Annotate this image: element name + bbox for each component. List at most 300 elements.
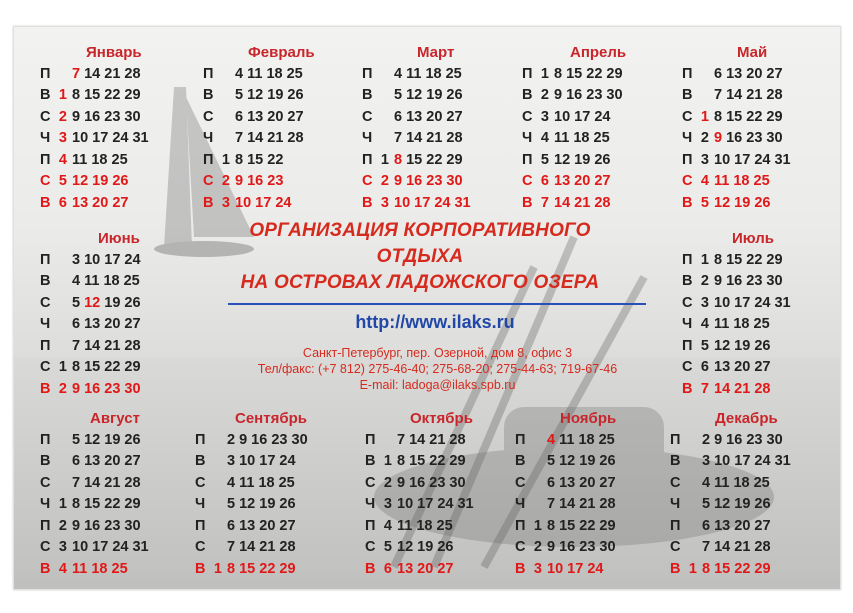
weekday-label: С: [195, 539, 206, 555]
weekday-label: П: [203, 65, 214, 82]
week-row: [682, 171, 791, 193]
weekday-label: П: [365, 517, 376, 534]
dates-text: 6 13 20 27: [72, 453, 141, 469]
week-row: [40, 150, 149, 172]
week-row: [40, 537, 149, 559]
weekday-label: С: [682, 359, 693, 375]
weekday-label: В: [515, 560, 526, 577]
weekday-label: С: [40, 359, 51, 375]
dates-text: 8: [394, 151, 403, 168]
week-row: [195, 473, 308, 495]
dates-text: 11 18 25: [554, 130, 610, 146]
week-row: [682, 314, 791, 336]
weekday-label: В: [682, 87, 693, 103]
weekday-label: С: [522, 108, 533, 125]
weekday-label: П: [682, 251, 693, 268]
week-row: [682, 250, 791, 272]
week-row: [195, 494, 308, 516]
week-row: [40, 171, 149, 193]
first-date: 2: [383, 474, 392, 491]
week-row: [40, 271, 141, 293]
website-link[interactable]: http://www.ilaks.ru: [355, 312, 515, 332]
dates-text: 8 15 22 29: [714, 251, 783, 268]
month-name: Сентябрь: [235, 410, 307, 427]
week-row: [682, 107, 791, 129]
week-row: [40, 193, 149, 215]
dates-text: 15 22 29: [402, 151, 463, 168]
week-row: [40, 107, 149, 129]
first-date: 3: [700, 294, 709, 311]
month-block: [522, 42, 626, 214]
week-row: [362, 193, 471, 215]
month-block: [515, 408, 616, 580]
weekday-label: П: [515, 517, 526, 534]
weekday-label: Ч: [682, 130, 693, 146]
week-row: [522, 171, 626, 193]
dates-text: 10 17 24: [235, 194, 292, 211]
month-block: [203, 42, 315, 214]
month-block: [362, 42, 471, 214]
weekday-label: Ч: [40, 496, 51, 512]
weekday-label: С: [40, 108, 51, 125]
title-divider: [228, 303, 646, 305]
week-row: [515, 494, 616, 516]
first-date: 2: [58, 380, 67, 397]
dates-text: 6 13 20 27: [394, 108, 463, 125]
month-name: Ноябрь: [560, 410, 617, 427]
week-row: [682, 293, 791, 315]
week-row: [670, 516, 791, 538]
dates-text: 9 16 23 30: [397, 474, 466, 491]
weekday-label: С: [40, 539, 51, 555]
dates-text: 12 19 26: [397, 539, 454, 555]
week-row: [362, 107, 471, 129]
dates-text: 14 21 28: [80, 65, 141, 82]
week-row: [522, 107, 626, 129]
weekday-label: В: [40, 560, 51, 577]
first-date: 2: [380, 173, 389, 189]
weekday-label: В: [40, 194, 51, 211]
week-row: [682, 271, 791, 293]
weekday-label: П: [682, 337, 693, 354]
dates-text: 9 16 23 30: [72, 517, 141, 534]
weekday-label: П: [365, 431, 376, 448]
weekday-label: Ч: [40, 316, 51, 332]
dates-text: 12: [84, 294, 101, 311]
dates-text: 3 10 17 24 31: [702, 453, 791, 469]
weekday-label: С: [40, 173, 51, 189]
dates-text: 8 15 22 29: [227, 560, 296, 577]
weekday-label: С: [515, 474, 526, 491]
first-date: 3: [221, 194, 230, 211]
week-row: [195, 537, 308, 559]
week-row: [515, 430, 616, 452]
dates-text: 8 15 22 29: [554, 65, 623, 82]
address-text: Санкт-Петербург, пер. Озерной, дом 8, офис 3: [302, 346, 573, 360]
dates-text: 5 12 19 26: [702, 496, 771, 512]
week-row: [522, 193, 626, 215]
weekday-label: Ч: [195, 496, 206, 512]
dates-text: 9 16 23 30: [547, 539, 616, 555]
week-row: [365, 559, 474, 581]
dates-text: 2 9 16 23 30: [702, 431, 783, 448]
weekday-label: В: [362, 87, 373, 103]
month-name: Декабрь: [715, 410, 778, 427]
month-name: Апрель: [570, 44, 627, 61]
weekday-label: С: [203, 173, 214, 189]
week-row: [203, 193, 315, 215]
first-date: 1: [540, 65, 549, 82]
dates-text: 12 19 26: [714, 194, 771, 211]
weekday-label: Ч: [522, 130, 533, 146]
first-date: 5: [58, 173, 67, 189]
dates-text: 6 13 20 27: [714, 65, 783, 82]
week-row: [365, 451, 474, 473]
weekday-label: С: [682, 108, 693, 125]
first-date: 1: [700, 108, 709, 125]
dates-text: 5 12 19 26: [547, 453, 616, 469]
dates-text: 7: [72, 65, 81, 82]
dates-text: 9 16 23 30: [72, 108, 141, 125]
week-row: [515, 451, 616, 473]
dates-text: 10 17 24 31: [72, 539, 149, 555]
week-row: [40, 85, 149, 107]
week-row: [515, 473, 616, 495]
weekday-label: П: [515, 431, 526, 448]
first-date: 3: [700, 151, 709, 168]
dates-text: 7 14 21 28: [235, 130, 304, 146]
dates-text: 9 16 23 30: [714, 273, 783, 289]
first-date: 1: [221, 151, 230, 168]
dates-text: 8 15 22 29: [72, 496, 141, 512]
first-date: 1: [58, 359, 67, 375]
week-row: [195, 430, 308, 452]
week-row: [682, 379, 791, 401]
week-row: [195, 516, 308, 538]
week-row: [362, 64, 471, 86]
dates-text: 10 17 24 31: [72, 130, 149, 146]
first-date: 4: [700, 173, 709, 189]
first-date: 2: [533, 539, 542, 555]
week-row: [682, 336, 791, 358]
first-date: 2: [700, 130, 709, 146]
dates-text: 10 17 24: [554, 108, 611, 125]
week-row: [365, 430, 474, 452]
dates-text: 8 15 22: [235, 151, 284, 168]
first-date: 1: [380, 151, 389, 168]
weekday-label: В: [203, 194, 214, 211]
week-row: [522, 128, 626, 150]
weekday-label: П: [682, 65, 693, 82]
first-date: 1: [688, 560, 697, 577]
week-row: [670, 473, 791, 495]
week-row: [670, 559, 791, 581]
weekday-label: С: [682, 294, 693, 311]
dates-text: 4 11 18 25: [702, 474, 770, 491]
weekday-label: В: [522, 87, 533, 103]
weekday-label: П: [362, 65, 373, 82]
week-row: [195, 559, 308, 581]
dates-text: 13 20 27: [714, 359, 771, 375]
dates-text: 2 9 16 23 30: [227, 431, 308, 448]
dates-text: 6 13 20 27: [235, 108, 304, 125]
first-date: 1: [58, 87, 67, 103]
weekday-label: С: [203, 108, 214, 125]
weekday-label: П: [682, 151, 693, 168]
month-name: Май: [737, 44, 768, 61]
first-date: 1: [700, 251, 709, 268]
first-date: 4: [700, 316, 709, 332]
week-row: [515, 559, 616, 581]
first-date: 4: [383, 517, 392, 534]
week-row: [365, 494, 474, 516]
dates-text: 10 17 24: [547, 560, 604, 577]
week-row: [40, 250, 141, 272]
weekday-label: С: [362, 173, 373, 189]
dates-text: 11 18 25: [555, 431, 615, 448]
weekday-label: П: [40, 251, 51, 268]
weekday-label: В: [670, 560, 681, 577]
dates-text: 14 21 28: [714, 380, 771, 397]
dates-text: 10 17 24 31: [397, 496, 474, 512]
first-date: 4: [540, 130, 549, 146]
weekday-label: П: [40, 65, 51, 82]
weekday-label: Ч: [40, 130, 51, 146]
weekday-label: П: [203, 151, 214, 168]
first-date: 1: [213, 560, 222, 577]
dates-text: 6 13 20 27: [72, 316, 141, 332]
weekday-label: В: [682, 273, 693, 289]
dates-text: 3 10 17 24: [72, 251, 141, 268]
weekday-label: Ч: [362, 130, 373, 146]
first-date: 4: [58, 560, 67, 577]
first-date: 3: [383, 496, 392, 512]
dates-text: 7 14 21 28: [72, 474, 141, 491]
month-name: Июнь: [98, 230, 140, 247]
first-date: 6: [700, 359, 709, 375]
dates-text: 4 11 18 25: [227, 474, 295, 491]
first-date: 1: [383, 453, 392, 469]
dates-text: 16 23 30: [722, 130, 783, 146]
phone-text: Тел/факс: (+7 812) 275-46-40; 275-68-20; 275-44-63; 719-67-46: [257, 362, 618, 376]
weekday-label: С: [365, 474, 376, 491]
dates-text: 5 12 19 26: [394, 87, 463, 103]
weekday-label: С: [40, 474, 51, 491]
week-row: [365, 537, 474, 559]
dates-text: 12 19 26: [554, 151, 611, 168]
first-date: 3: [540, 108, 549, 125]
week-row: [362, 85, 471, 107]
week-row: [682, 357, 791, 379]
first-date: 3: [58, 130, 67, 146]
title-line-1: ОРГАНИЗАЦИЯ КОРПОРАТИВНОГО ОТДЫХА: [249, 220, 591, 267]
weekday-label: Ч: [670, 496, 681, 512]
dates-text: 9 16 23 30: [394, 173, 463, 189]
weekday-label: В: [40, 453, 51, 469]
week-row: [670, 537, 791, 559]
weekday-label: В: [365, 560, 376, 577]
dates-text: 7 14 21 28: [397, 431, 466, 448]
weekday-label: П: [195, 431, 206, 448]
week-row: [670, 451, 791, 473]
week-row: [40, 293, 141, 315]
dates-text: 9 16 23: [235, 173, 284, 189]
dates-text: 4: [547, 431, 556, 448]
week-row: [522, 150, 626, 172]
weekday-label: В: [365, 453, 376, 469]
month-name: Август: [90, 410, 140, 427]
week-row: [203, 150, 315, 172]
weekday-label: С: [515, 539, 526, 555]
dates-text: 4 11 18 25: [394, 65, 462, 82]
week-row: [362, 150, 471, 172]
week-row: [40, 357, 141, 379]
week-row: [195, 451, 308, 473]
first-date: 1: [533, 517, 542, 534]
month-block: [670, 408, 791, 580]
weekday-label: В: [203, 87, 214, 103]
weekday-label: С: [522, 173, 533, 189]
week-row: [365, 516, 474, 538]
first-date: 2: [540, 87, 549, 103]
dates-text: 7 14 21 28: [702, 539, 771, 555]
week-row: [40, 559, 149, 581]
week-row: [203, 171, 315, 193]
first-date: 6: [383, 560, 392, 577]
week-row: [522, 64, 626, 86]
weekday-label: П: [522, 151, 533, 168]
first-date: 1: [58, 496, 67, 512]
week-row: [522, 85, 626, 107]
dates-text: 7 14 21 28: [547, 496, 616, 512]
week-row: [203, 107, 315, 129]
week-row: [682, 64, 791, 86]
week-row: [515, 516, 616, 538]
weekday-label: С: [670, 539, 681, 555]
week-row: [362, 171, 471, 193]
email-text: E-mail: ladoga@ilaks.spb.ru: [359, 378, 516, 392]
week-row: [682, 85, 791, 107]
dates-text: 6 13 20 27: [227, 517, 296, 534]
dates-text: 8 15 22 29: [547, 517, 616, 534]
dates-text: 4 11 18 25: [235, 65, 303, 82]
week-row: [40, 64, 149, 86]
first-date: 5: [383, 539, 392, 555]
week-row: [40, 379, 141, 401]
weekday-label: П: [40, 151, 51, 168]
week-row: [203, 64, 315, 86]
weekday-label: В: [522, 194, 533, 211]
weekday-label: В: [40, 87, 51, 103]
month-block: [682, 228, 791, 400]
dates-text: 19 26: [100, 294, 141, 311]
dates-text: 10 17 24 31: [394, 194, 471, 211]
weekday-label: С: [682, 173, 693, 189]
dates-text: 8 15 22 29: [702, 560, 771, 577]
weekday-label: Ч: [203, 130, 214, 146]
weekday-label: В: [195, 453, 206, 469]
dates-text: 7 14 21 28: [227, 539, 296, 555]
dates-text: 12 19 26: [714, 337, 771, 354]
weekday-label: П: [40, 431, 51, 448]
month-block: [40, 42, 149, 214]
weekday-label: В: [682, 380, 693, 397]
weekday-label: С: [195, 474, 206, 491]
dates-text: 12 19 26: [72, 173, 129, 189]
weekday-label: П: [195, 517, 206, 534]
first-date: 4: [58, 151, 67, 168]
month-name: Февраль: [248, 44, 315, 61]
weekday-label: П: [40, 337, 51, 354]
dates-text: 7 14 21 28: [72, 337, 141, 354]
weekday-label: В: [40, 273, 51, 289]
dates-text: 6 13 20 27: [547, 474, 616, 491]
week-row: [40, 494, 149, 516]
dates-text: 8 15 22 29: [72, 359, 141, 375]
week-row: [365, 473, 474, 495]
weekday-label: П: [522, 65, 533, 82]
company-title: [205, 218, 635, 296]
week-row: [40, 516, 149, 538]
dates-text: 13 20 27: [72, 194, 129, 211]
first-date: 7: [700, 380, 709, 397]
week-row: [203, 128, 315, 150]
weekday-label: В: [40, 380, 51, 397]
week-row: [670, 430, 791, 452]
dates-text: 5: [72, 294, 85, 311]
first-date: 5: [700, 194, 709, 211]
weekday-label: В: [515, 453, 526, 469]
first-date: 6: [540, 173, 549, 189]
weekday-label: П: [670, 517, 681, 534]
dates-text: 4 11 18 25: [72, 273, 140, 289]
first-date: 2: [58, 517, 67, 534]
dates-text: 9: [714, 130, 723, 146]
weekday-label: П: [670, 431, 681, 448]
dates-text: 9 16 23 30: [554, 87, 623, 103]
dates-text: 11 18 25: [397, 517, 453, 534]
first-date: 7: [540, 194, 549, 211]
week-row: [682, 150, 791, 172]
weekday-label: С: [362, 108, 373, 125]
dates-text: 8 15 22 29: [397, 453, 466, 469]
dates-text: 11 18 25: [714, 316, 770, 332]
weekday-label: С: [365, 539, 376, 555]
weekday-label: С: [670, 474, 681, 491]
dates-text: 9 16 23 30: [72, 380, 141, 397]
dates-text: 7 14 21 28: [394, 130, 463, 146]
dates-text: 11 18 25: [72, 151, 128, 168]
title-line-2: НА ОСТРОВАХ ЛАДОЖСКОГО ОЗЕРА: [240, 272, 600, 293]
month-block: [40, 408, 149, 580]
week-row: [203, 85, 315, 107]
month-name: Июль: [732, 230, 774, 247]
week-row: [682, 193, 791, 215]
month-block: [40, 228, 141, 400]
dates-text: 7 14 21 28: [714, 87, 783, 103]
first-date: 2: [221, 173, 230, 189]
month-block: [365, 408, 474, 580]
weekday-label: С: [40, 294, 51, 311]
month-block: [195, 408, 308, 580]
weekday-label: В: [195, 560, 206, 577]
contact-block: [220, 345, 655, 393]
dates-text: 8 15 22 29: [72, 87, 141, 103]
month-block: [682, 42, 791, 214]
week-row: [670, 494, 791, 516]
month-name: Март: [417, 44, 455, 61]
dates-text: 13 20 27: [554, 173, 611, 189]
